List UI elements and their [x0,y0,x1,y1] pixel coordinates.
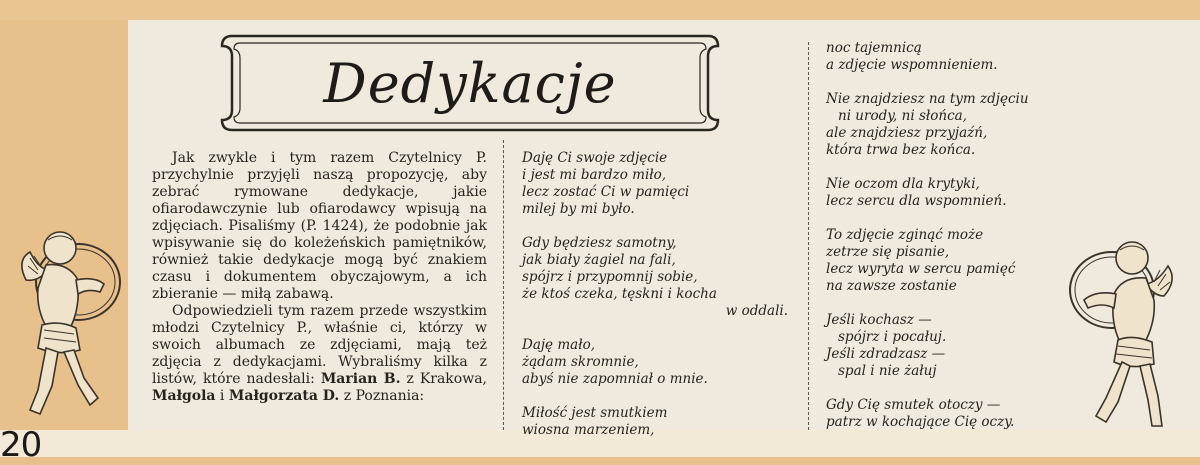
poem-line: noc tajemnicą [826,40,922,56]
poem-line: lecz zostać Ci w pamięci [522,184,690,200]
poem-line: i jest mi bardzo miło, [522,167,667,183]
poem-line: Daję mało, [522,337,595,353]
column-divider [503,140,504,430]
poem-line: Jeśli zdradzasz — [826,346,946,362]
author-name: Marian B. [320,371,401,387]
poem-line: że ktoś czeka, tęskni i kocha [522,286,717,302]
poem-line: w oddali. [725,303,788,319]
poem-line: Gdy będziesz samotny, [522,235,677,251]
poem-line: Jeśli kochasz — [826,312,932,328]
poem-stanza [826,91,1051,159]
poem-line: milej by mi było. [522,201,635,217]
poem-line: Miłość jest smutkiem [522,405,668,421]
poem-line: Nie znajdziesz na tym zdjęciu [826,91,1029,107]
poem-line: która trwa bez końca. [826,142,976,158]
poem-stanza [826,312,1051,380]
poem-line: a zdjęcie wspomnieniem. [826,57,998,73]
poem-line: ni urody, ni słońca, [838,108,967,124]
poem-line: spójrz i przypomnij sobie, [522,269,698,285]
poem-line: żądam skromnie, [522,354,639,370]
poem-stanza [522,235,792,320]
poems-right-column [826,40,1051,448]
intro-p2-start: Odpowiedzieli tym razem przede wszystkim młodzi Czytelnicy P., właśnie ci, którzy w swoich albumach ze zdjęciami, mają też zdjęcia z dedykacjami. Wybraliśmy kilka z listów, które nadesłali: [152,303,487,387]
poems-middle-column [522,150,792,456]
cherub-right-icon [1060,230,1190,445]
poem-stanza [522,150,792,218]
poem-line: na zawsze zostanie [826,278,957,294]
poem-line: spal i nie żałuj [838,363,937,379]
intro-p2-end: z Poznania: [339,388,425,404]
poem-line: spójrz i pocałuj. [838,329,947,345]
article-title: Dedykacje [323,51,617,115]
intro-p2-mid: i [215,388,229,404]
intro-text [152,150,487,405]
cherub-left-icon [8,210,128,440]
poem-stanza [522,405,792,439]
author-name: Małgorzata D. [228,388,340,404]
poem-line: jak biały żagiel na fali, [522,252,676,268]
poem-line: Gdy Cię smutek otoczy — [826,397,1001,413]
poem-line: To zdjęcie zginąć może [826,227,984,243]
poem-stanza [826,397,1051,431]
poem-stanza [826,227,1051,295]
poem-line: Daję Ci swoje zdjęcie [522,150,668,166]
poem-line: patrz w kochające Cię oczy. [826,414,1015,430]
intro-p2-mid: z Krakowa, [400,371,488,387]
poem-line: lecz wyryta w sercu pamięć [826,261,1016,277]
poem-line: abyś nie zapomniał o mnie. [522,371,708,387]
poem-line: wiosna marzeniem, [522,422,655,438]
poem-line: zetrze się pisanie, [826,244,950,260]
page-top-strip [0,0,1200,20]
page-number: 20 [0,425,42,465]
title-frame [210,28,730,138]
column-divider [808,42,809,430]
intro-paragraph-1: Jak zwykle i tym razem Czytelnicy P. przychylnie przyjęli naszą propozycję, aby zebrać rymowane dedykacje, jakie ofiarodawczynie lub ofiarodawcy wpisują na zdjęciach. Pisaliśmy (P. 1424), że podobnie jak wpisywanie się do koleżeńskich pamiętników, również takie dedykacje mogą być znakiem czasu i dokumentem obyczajowym, a ich zbieranie — miłą zabawą. [152,150,487,302]
poem-stanza [522,337,792,388]
poem-stanza [826,40,1051,74]
poem-stanza [826,176,1051,210]
author-name: Małgola [152,388,216,404]
poem-line: lecz sercu dla wspomnień. [826,193,1007,209]
poem-line: Nie oczom dla krytyki, [826,176,980,192]
poem-line: ale znajdziesz przyjaźń, [826,125,988,141]
intro-paragraph-2 [152,303,487,405]
